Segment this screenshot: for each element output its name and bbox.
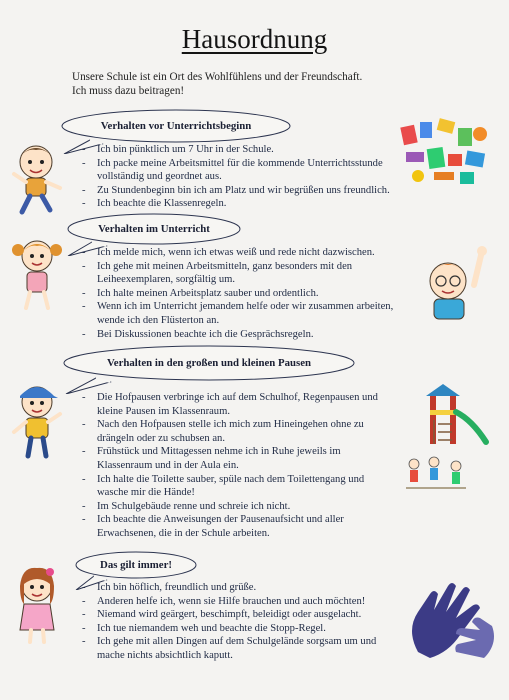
intro-line: Ich muss dazu beitragen! [72,85,185,97]
rule-item: - Bei Diskussionen beachte ich die Gesprächsregeln. [82,328,393,342]
rule-list [82,143,390,211]
running-boy-illustration [8,140,66,218]
rule-list [82,246,393,341]
rule-item: - Ich bin pünktlich um 7 Uhr in der Schule. [82,143,390,157]
rule-item: - Ich gehe mit meinen Arbeitsmitteln, ganz besonders mit den Leiheexemplaren, sorgfältig um. [82,260,393,287]
rule-item: - Wenn ich im Unterricht jemandem helfe oder wir zusammen arbeiten, wende ich den Flüsterton an. [82,300,393,327]
rule-item: - Ich halte die Toilette sauber, spüle nach dem Toilettengang und wasche mir die Hände! [82,473,378,500]
rule-item: - Ich gehe mit allen Dingen auf dem Schulgelände sorgsam um und mache nichts absichtlich kaputt. [82,635,376,662]
girl-pigtails-illustration [8,232,66,312]
rule-item: - Ich packe meine Arbeitsmittel für die kommende Unterrichtsstunde vollständig und geordnet aus. [82,157,390,184]
rule-item: - Frühstück und Mittagessen nehme ich in Ruhe jeweils im Klassenraum und in der Aula ein. [82,445,378,472]
rule-item: - Niemand wird geärgert, beschimpft, beleidigt oder ausgelacht. [82,608,376,622]
intro-line: Unsere Schule ist ein Ort des Wohlfühlens und der Freundschaft. [72,71,363,83]
rule-item: - Ich halte meinen Arbeitsplatz sauber und ordentlich. [82,287,393,301]
rule-item: - Nach den Hofpausen stelle ich mich zum Hineingehen ohne zu drängeln oder zu schubsen an. [82,418,378,445]
intro-text [72,70,362,98]
helping-hands-illustration [400,572,504,668]
rule-list [82,391,378,541]
page-title: Hausordnung [181,24,328,54]
boy-raising-hand-illustration [412,245,494,321]
rule-list [82,581,376,663]
rule-item: - Ich beachte die Anweisungen der Pausenaufsicht und aller Erwachsenen, die in der Schule arbeiten. [82,513,378,540]
girl-with-flower-illustration [8,560,66,644]
rule-item: - Ich beachte die Klassenregeln. [82,197,390,211]
playground-slide-illustration [420,384,490,446]
rule-item: - Die Hofpausen verbringe ich auf dem Schulhof, Regenpausen und kleine Pausen im Klassenraum. [82,391,378,418]
rule-item: - Ich bin höflich, freundlich und grüße. [82,581,376,595]
section-heading-bubble [62,344,356,394]
section-heading: Verhalten in den großen und kleinen Pausen [107,357,311,369]
children-playing-illustration [402,454,470,496]
rule-item: - Zu Stundenbeginn bin ich am Platz und wir begrüßen uns freundlich. [82,184,390,198]
rule-item: - Ich tue niemandem weh und beachte die Stopp-Regel. [82,622,376,636]
school-supplies-illustration [398,118,492,188]
rule-item: - Im Schulgebäude renne und schreie ich nicht. [82,500,378,514]
rule-item: - Anderen helfe ich, wenn sie Hilfe brauchen und auch möchten! [82,595,376,609]
section-heading: Verhalten vor Unterrichtsbeginn [100,120,252,132]
rule-item: - Ich melde mich, wenn ich etwas weiß und rede nicht dazwischen. [82,246,393,260]
section-heading: Verhalten im Unterricht [98,223,210,235]
section-heading: Das gilt immer! [100,559,172,571]
boy-with-cap-illustration [8,376,66,460]
